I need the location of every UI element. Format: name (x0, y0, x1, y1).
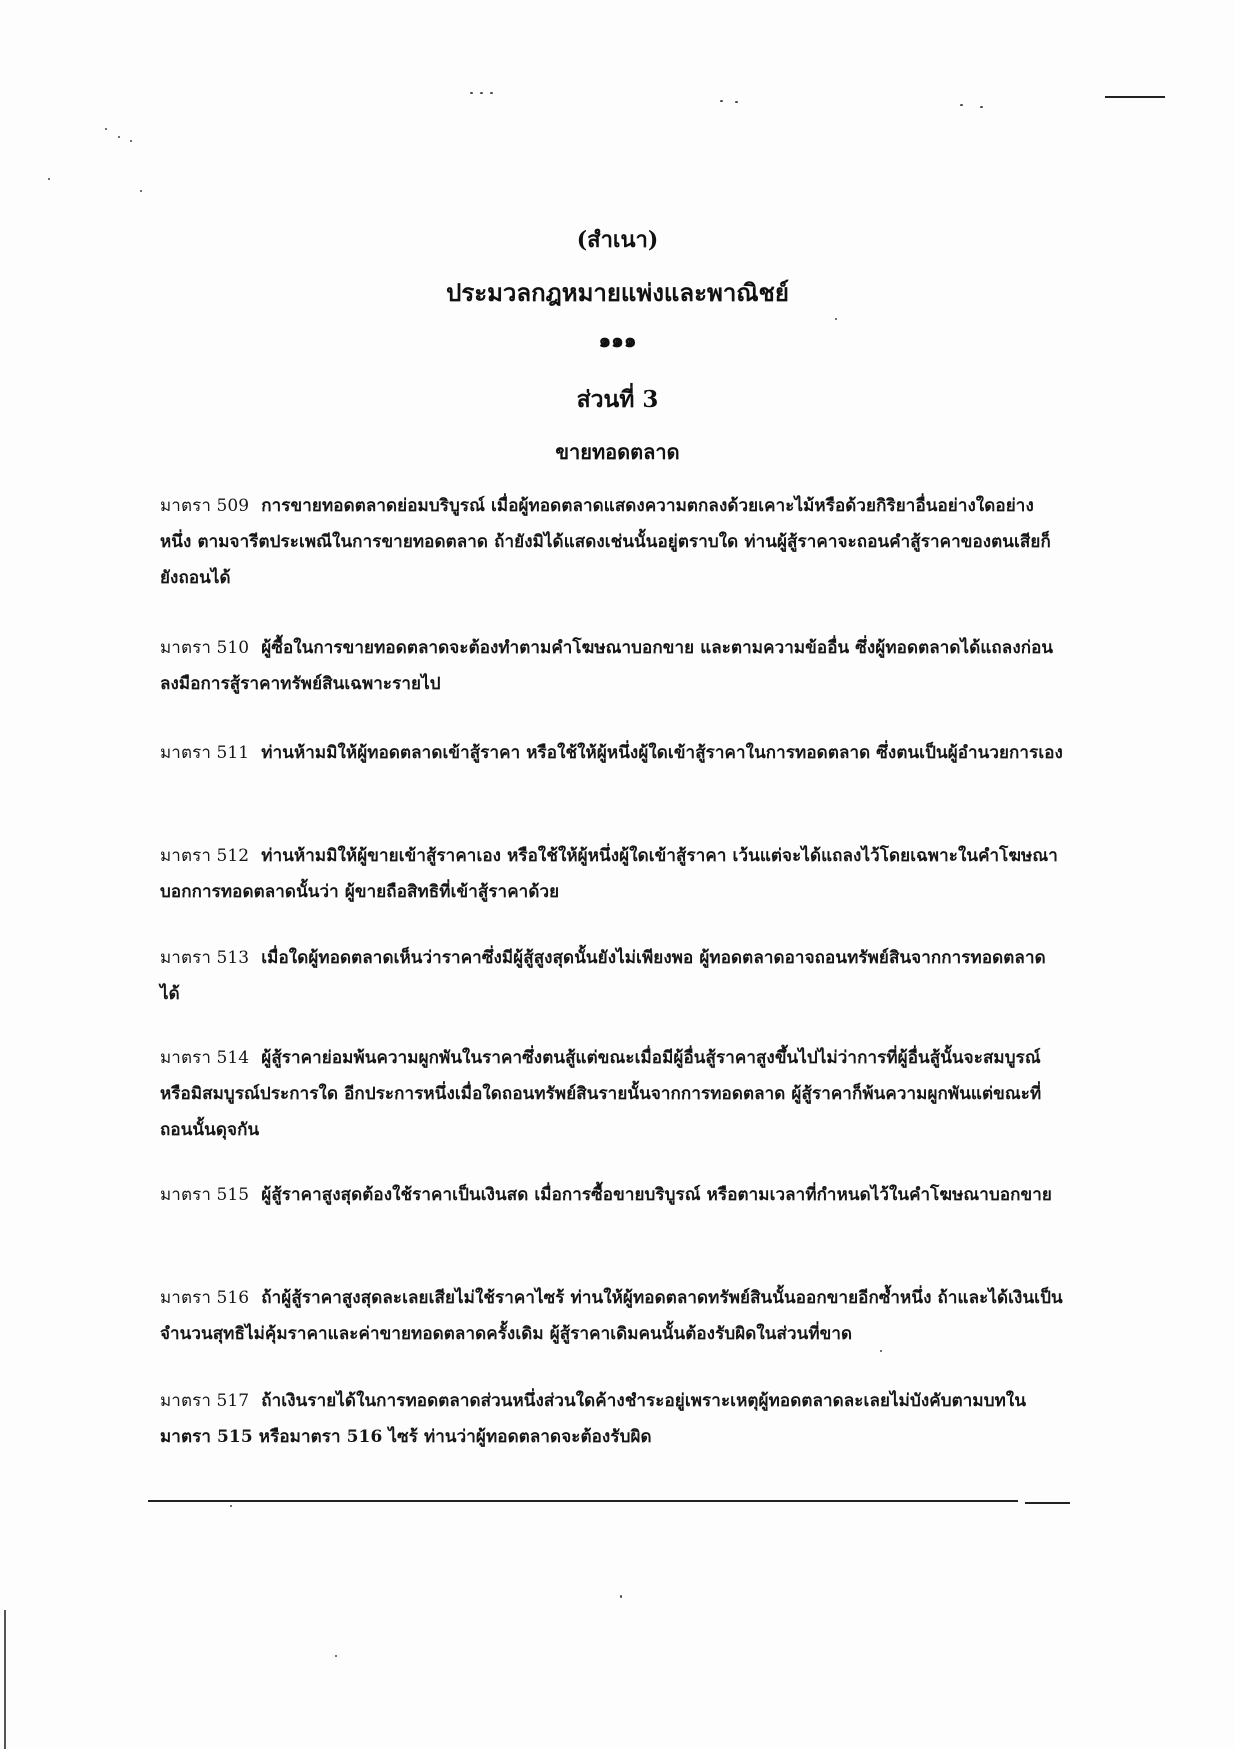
scan-speck (48, 178, 50, 180)
section-number: มาตรา 511 (160, 743, 250, 763)
scan-speck (880, 1350, 882, 1352)
section-number: มาตรา 510 (160, 638, 250, 658)
scan-speck (835, 318, 837, 320)
section-511 (160, 735, 1065, 771)
footer-rule-short (1025, 1502, 1070, 1504)
scan-speck (980, 106, 983, 108)
section-510 (160, 630, 1065, 702)
section-text: ท่านห้ามมิให้ผู้ขายเข้าสู้ราคาเอง หรือใช้ให้ผู้หนึ่งผู้ใดเข้าสู้ราคา เว้นแต่จะได้แถลงไว้โดยเฉพาะในคำโฆษณาบอกการทอดตลาดนั้นว่า ผู้ขายถือสิทธิที่เข้าสู้ราคาด้วย (160, 846, 1058, 902)
document-title: ประมวลกฎหมายแพ่งและพาณิชย์ (446, 278, 789, 307)
scan-speck (105, 128, 107, 130)
part-subtitle: ขายทอดตลาด (555, 440, 680, 464)
section-text: ถ้าผู้สู้ราคาสูงสุดละเลยเสียไม่ใช้ราคาไซร้ ท่านให้ผู้ทอดตลาดทรัพย์สินนั้นออกขายอีกซ้ำหนึ่ง ถ้าและได้เงินเป็นจำนวนสุทธิไม่คุ้มราคาและค่าขายทอดตลาดครั้งเดิม ผู้สู้ราคาเดิมคนนั้นต้องรับผิดในส่วนที่ขาด (160, 1288, 1063, 1344)
section-number: มาตรา 512 (160, 846, 250, 866)
scan-speck (230, 1505, 232, 1507)
scan-speck (130, 140, 132, 142)
header-rule (1105, 96, 1165, 98)
scan-speck (735, 101, 738, 103)
section-text: ผู้สู้ราคาย่อมพ้นความผูกพันในราคาซึ่งตนสู้แต่ขณะเมื่อมีผู้อื่นสู้ราคาสูงขึ้นไปไม่ว่าการที่ผู้อื่นสู้นั้นจะสมบูรณ์หรือมิสมบูรณ์ประการใด อีกประการหนึ่งเมื่อใดถอนทรัพย์สินรายนั้นจากการทอดตลาด ผู้สู้ราคาก็พ้นความผูกพันแต่ขณะที่ถอนนั้นดุจกัน (160, 1048, 1042, 1140)
document-number: ๑๑๑ (598, 328, 637, 352)
scan-speck (480, 92, 483, 94)
section-text: ผู้สู้ราคาสูงสุดต้องใช้ราคาเป็นเงินสด เมื่อการซื้อขายบริบูรณ์ หรือตามเวลาที่กำหนดไว้ในคำโฆษณาบอกขาย (261, 1185, 1052, 1205)
section-number: มาตรา 516 (160, 1288, 250, 1308)
section-number: มาตรา 517 (160, 1391, 250, 1411)
section-number: มาตรา 515 (160, 1185, 250, 1205)
section-text: ถ้าเงินรายได้ในการทอดตลาดส่วนหนึ่งส่วนใดค้างชำระอยู่เพราะเหตุผู้ทอดตลาดละเลยไม่บังคับตามบทในมาตรา 515 หรือมาตรา 516 ไซร้ ท่านว่าผู้ทอดตลาดจะต้องรับผิด (160, 1391, 1027, 1447)
section-512 (160, 838, 1065, 910)
section-509 (160, 488, 1065, 596)
scan-speck (720, 100, 723, 102)
scan-speck (118, 136, 120, 138)
scan-speck (470, 92, 473, 94)
section-516 (160, 1280, 1065, 1352)
section-514 (160, 1040, 1065, 1148)
scan-speck (960, 104, 963, 106)
section-text: เมื่อใดผู้ทอดตลาดเห็นว่าราคาซึ่งมีผู้สู้สูงสุดนั้นยังไม่เพียงพอ ผู้ทอดตลาดอาจถอนทรัพย์สินจากการทอดตลาดได้ (160, 948, 1046, 1004)
scan-edge-line (4, 1610, 6, 1749)
section-513 (160, 940, 1065, 1012)
section-number: มาตรา 509 (160, 496, 250, 516)
section-text: ท่านห้ามมิให้ผู้ทอดตลาดเข้าสู้ราคา หรือใช้ให้ผู้หนึ่งผู้ใดเข้าสู้ราคาในการทอดตลาด ซึ่งตนเป็นผู้อำนวยการเอง (261, 743, 1063, 763)
part-heading: ส่วนที่ 3 (576, 386, 659, 413)
section-text: ผู้ซื้อในการขายทอดตลาดจะต้องทำตามคำโฆษณาบอกขาย และตามความข้ออื่น ซึ่งผู้ทอดตลาดได้แถลงก่อนลงมือการสู้ราคาทรัพย์สินเฉพาะรายไป (160, 638, 1054, 694)
section-text: การขายทอดตลาดย่อมบริบูรณ์ เมื่อผู้ทอดตลาดแสดงความตกลงด้วยเคาะไม้หรือด้วยกิริยาอื่นอย่างใดอย่างหนึ่ง ตามจารีตประเพณีในการขายทอดตลาด ถ้ายังมิได้แสดงเช่นนั้นอยู่ตราบใด ท่านผู้สู้ราคาจะถอนคำสู้ราคาของตนเสียก็ยังถอนได้ (160, 496, 1051, 588)
scan-speck (620, 1595, 622, 1598)
footer-rule (148, 1500, 1018, 1502)
copy-label: (สำเนา) (576, 227, 659, 253)
section-517 (160, 1383, 1065, 1455)
scan-speck (490, 92, 493, 94)
scan-speck (335, 1655, 337, 1657)
section-number: มาตรา 514 (160, 1048, 250, 1068)
scan-speck (140, 190, 142, 192)
section-515 (160, 1177, 1065, 1213)
section-number: มาตรา 513 (160, 948, 250, 968)
